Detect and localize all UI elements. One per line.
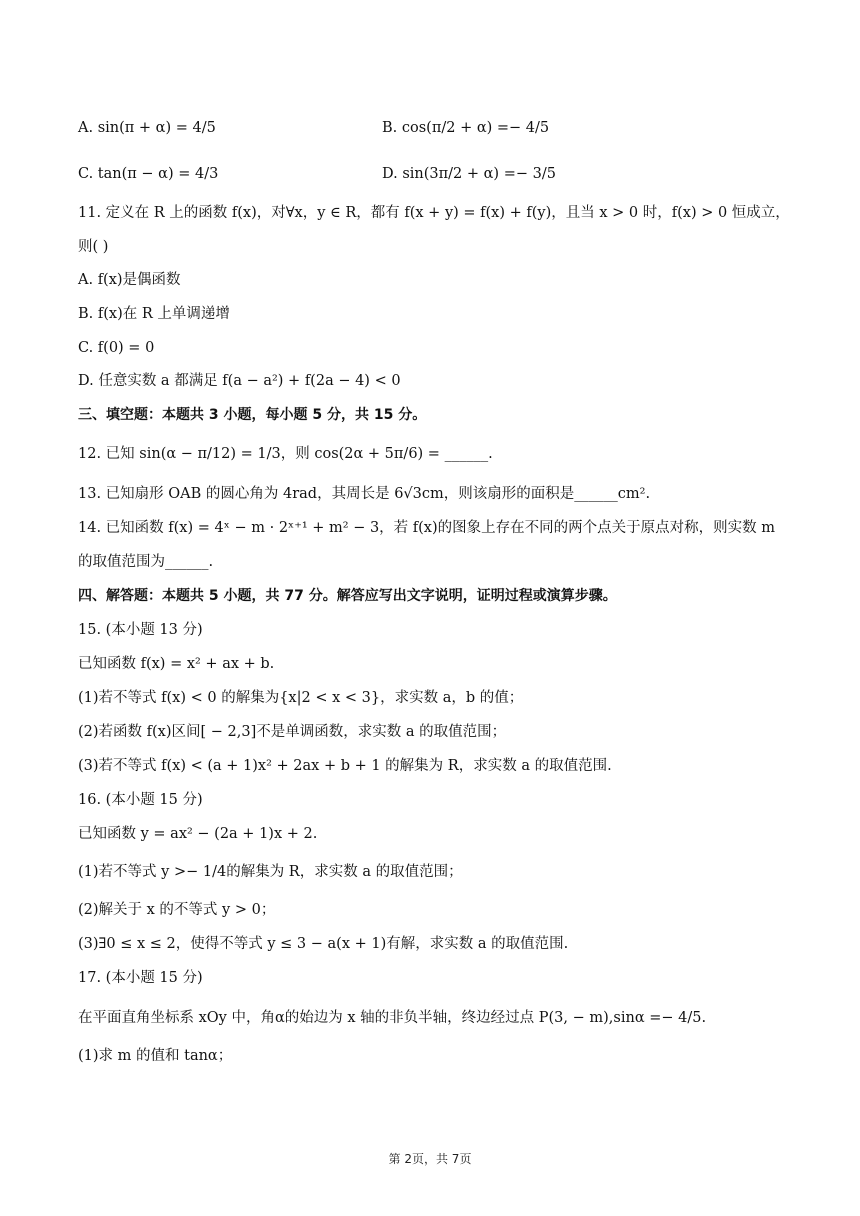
q10-option-b: B. cos(π/2 + α) =− 4/5 [382, 120, 550, 136]
q14-line2: 的取值范围为______. [78, 554, 214, 570]
q10-option-a: A. sin(π + α) = 4/5 [78, 120, 216, 136]
q11-option-d: D. 任意实数 a 都满足 f(a − a²) + f(2a − 4) < 0 [78, 373, 401, 389]
q13: 13. 已知扇形 OAB 的圆心角为 4rad，其周长是 6√3cm，则该扇形的面积是______cm². [78, 486, 651, 502]
q10-option-c: C. tan(π − α) = 4/3 [78, 166, 219, 182]
q17-title: 17. (本小题 15 分) [78, 970, 203, 986]
q16-part1: (1)若不等式 y >− 1/4的解集为 R，求实数 a 的取值范围； [78, 864, 463, 880]
q15-part1: (1)若不等式 f(x) < 0 的解集为{x|2 < x < 3}，求实数 a，b 的值； [78, 690, 524, 706]
q12: 12. 已知 sin(α − π/12) = 1/3，则 cos(2α + 5π/6) = ______. [78, 446, 493, 462]
page-footer: 第 2页，共 7页 [388, 1152, 472, 1166]
q15-part3: (3)若不等式 f(x) < (a + 1)x² + 2ax + b + 1 的解集为 R，求实数 a 的取值范围. [78, 758, 612, 774]
q14-line1: 14. 已知函数 f(x) = 4ˣ − m · 2ˣ⁺¹ + m² − 3，若 f(x)的图象上存在不同的两个点关于原点对称，则实数 m [78, 520, 776, 536]
q15-part2: (2)若函数 f(x)区间[ − 2,3]不是单调函数，求实数 a 的取值范围； [78, 724, 507, 740]
q11-option-b: B. f(x)在 R 上单调递增 [78, 306, 230, 322]
q11-option-c: C. f(0) = 0 [78, 340, 155, 356]
q17-intro: 在平面直角坐标系 xOy 中，角α的始边为 x 轴的非负半轴，终边经过点 P(3, − m),sinα =− 4/5. [78, 1010, 707, 1026]
q17-part1: (1)求 m 的值和 tanα； [78, 1048, 233, 1064]
q16-part2: (2)解关于 x 的不等式 y > 0； [78, 902, 276, 918]
q16-part3: (3)∃0 ≤ x ≤ 2，使得不等式 y ≤ 3 − a(x + 1)有解，求实数 a 的取值范围. [78, 936, 569, 952]
q15-intro: 已知函数 f(x) = x² + ax + b. [78, 656, 275, 672]
q11-option-a: A. f(x)是偶函数 [78, 272, 181, 288]
q11-stem-line1: 11. 定义在 R 上的函数 f(x)，对∀x，y ∈ R，都有 f(x + y) = f(x) + f(y)，且当 x > 0 时，f(x) > 0 恒成立， [78, 205, 790, 221]
section3-heading: 三、填空题：本题共 3 小题，每小题 5 分，共 15 分。 [78, 407, 427, 423]
q16-title: 16. (本小题 15 分) [78, 792, 203, 808]
section4-heading: 四、解答题：本题共 5 小题，共 77 分。解答应写出文字说明，证明过程或演算步骤。 [78, 588, 617, 604]
q15-title: 15. (本小题 13 分) [78, 622, 203, 638]
q10-option-d: D. sin(3π/2 + α) =− 3/5 [382, 166, 556, 182]
q16-intro: 已知函数 y = ax² − (2a + 1)x + 2. [78, 826, 318, 842]
q11-stem-line2: 则( ) [78, 239, 109, 255]
